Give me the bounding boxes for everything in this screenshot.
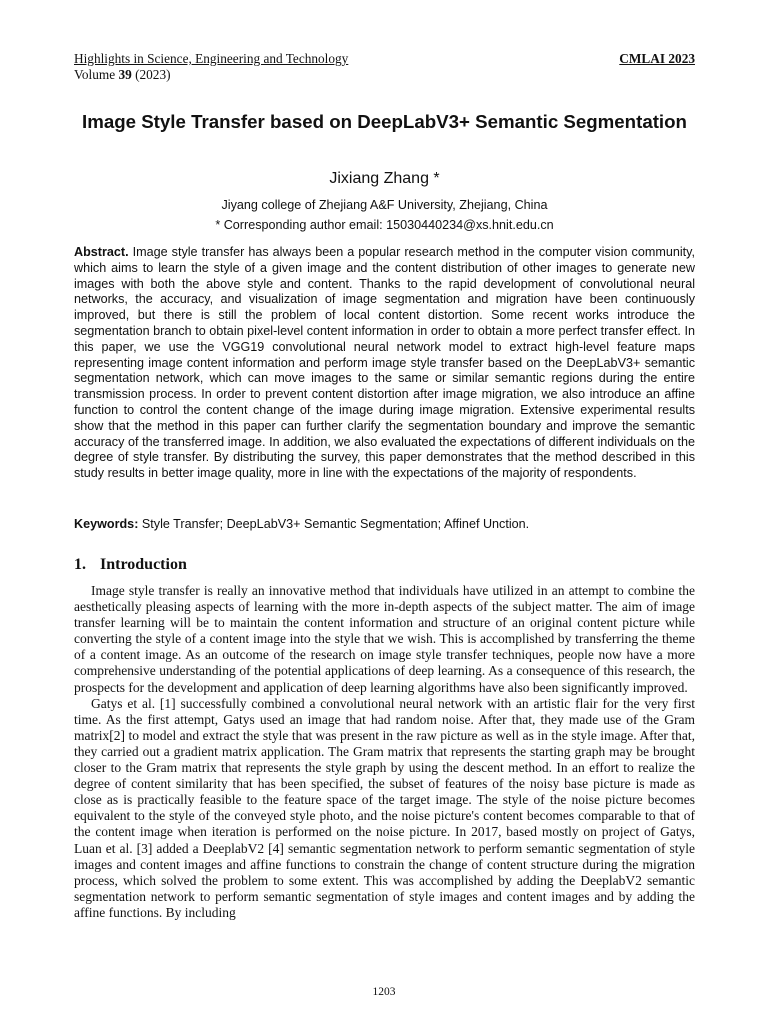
corresponding-author: * Corresponding author email: 15030440234@xs.hnit.edu.cn: [215, 218, 554, 232]
volume-year: (2023): [131, 67, 171, 82]
volume-line: [74, 67, 695, 83]
affiliation: Jiyang college of Zhejiang A&F University, Zhejiang, China: [221, 198, 548, 212]
affiliation-block: [74, 195, 695, 235]
section-number: 1.: [74, 556, 86, 573]
abstract-text: Image style transfer has always been a popular research method in the computer vision community, which aims to learn the style of a given image and the content distribution of other images to generate new images with both the above style and content. Thanks to the rapid development of convolutional neural networks, the accuracy, and visualization of image segmentation and migration have been continuously improved, but there is still the problem of local content distortion. Some recent works introduce the segmentation branch to obtain pixel-level content information in order to obtain a more perfect transfer effect. In this paper, we use the VGG19 convolutional neural network model to extract high-level feature maps representing image content information and perform image style transfer based on the DeepLabV3+ semantic segmentation network, which can move images to the same or similar semantic regions during the entire transmission process. In order to prevent content distortion after image migration, we also introduce an affine function to control the content change of the image during image migration. Extensive experimental results show that the method in this paper can further clarify the segmentation boundary and improve the semantic accuracy of the transferred image. In addition, we also evaluated the expectations of different individuals on the degree of style transfer. By distributing the survey, this paper demonstrates that the method described in this study results in better image quality, more in line with the expectations of the majority of respondents.: [74, 245, 695, 481]
keywords-label: Keywords:: [74, 517, 139, 531]
running-header: [74, 51, 695, 83]
paragraph: Image style transfer is really an innovative method that individuals have utilized in an attempt to combine the aesthetically pleasing aspects of learning with the more in-depth aspects of the subject matter. The aim of image transfer learning will be to maintain the content information and structure of an original content picture while converting the style of a content image into the style that we wish. This is accomplished by transferring the theme of a content image. As an outcome of the research on image style transfer techniques, people now have a more comprehensive understanding of the potential applications of deep learning. As a consequence of this research, the prospects for the development and application of deep learning algorithms have also been significantly improved.: [74, 583, 695, 695]
page-number: 1203: [372, 986, 396, 998]
author-name: Jixiang Zhang *: [329, 170, 440, 187]
section-title: Introduction: [100, 556, 187, 573]
conference-name: CMLAI 2023: [619, 51, 695, 66]
keywords: [74, 516, 695, 532]
journal-name: Highlights in Science, Engineering and Technology: [74, 51, 349, 66]
paper-title: Image Style Transfer based on DeepLabV3+ Semantic Segmentation: [82, 111, 687, 132]
body-text: [74, 583, 695, 921]
abstract: [74, 245, 695, 482]
volume-number: 39: [118, 67, 132, 82]
volume-label: Volume: [74, 67, 119, 82]
abstract-label: Abstract.: [74, 245, 129, 259]
section-heading: [74, 555, 695, 575]
paragraph: Gatys et al. [1] successfully combined a convolutional neural network with an artistic flair for the very first time. As the first attempt, Gatys used an image that had random noise. After that, they made use of the Gram matrix[2] to model and extract the style that was present in the raw picture as well as in the style image. After that, they carried out a gradient matrix application. The Gram matrix that represents the starting graph may be brought closer to the Gram matrix that represents the style graph by using the descent method. In an effort to realize the degree of content similarity that has been specified, the subset of features of the noisy base picture is made as close as is practically feasible to the feature space of the target image. The style of the noise picture becomes equivalent to the style of the conveyed style photo, and the noise picture's content becomes comparable to that of the content image when iteration is performed on the noise picture. In 2017, based mostly on project of Gatys, Luan et al. [3] added a DeeplabV2 [4] semantic segmentation network to perform semantic segmentation of style images and content images and affine functions to constrain the change of content structure during the migration process, which solved the problem to some extent. This was accomplished by adding the DeeplabV2 semantic segmentation network to perform semantic segmentation of style images and content images and by adding the affine functions. By including: [74, 695, 695, 920]
keywords-text: Style Transfer; DeepLabV3+ Semantic Segmentation; Affinef Unction.: [138, 517, 530, 531]
